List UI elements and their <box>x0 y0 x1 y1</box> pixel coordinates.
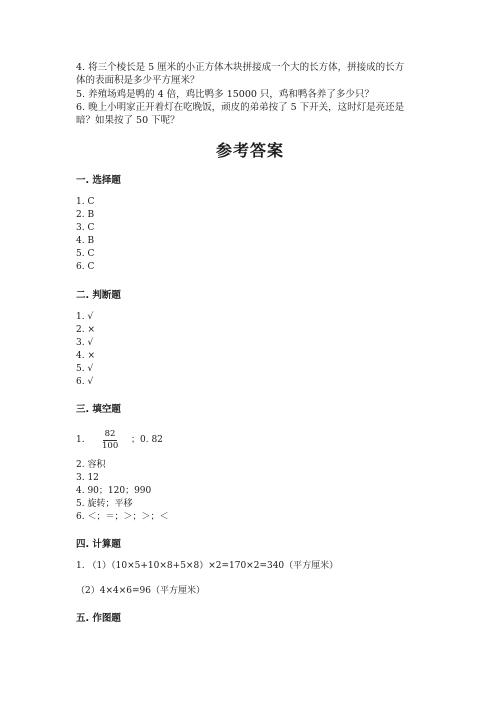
section-fill-heading: 三. 填空题 <box>76 404 121 415</box>
choice-answer-4: 4. B <box>76 236 95 246</box>
section-choice-heading: 一. 选择题 <box>76 175 121 186</box>
choice-answer-1: 1. C <box>76 197 95 207</box>
fill-answer-1-number: 1. <box>76 435 85 445</box>
section-draw-heading: 五. 作图题 <box>76 613 121 624</box>
judge-answer-5: 5. √ <box>76 364 94 374</box>
choice-answer-2: 2. B <box>76 210 95 220</box>
fraction-denominator: 100 <box>102 441 119 451</box>
judge-answer-2: 2. × <box>76 325 95 335</box>
question-5: 5. 养殖场鸡是鸭的 4 倍，鸡比鸭多 15000 只，鸡和鸭各养了多少只？ <box>76 89 374 100</box>
fill-answer-1-fraction <box>102 429 118 452</box>
question-6-line-2: 暗？如果按了 50 下呢？ <box>76 115 180 126</box>
calc-answer-2: （2）4×4×6=96（平方厘米） <box>76 586 205 596</box>
question-6-line-1: 6. 晚上小明家正开着灯在吃晚饭，顽皮的弟弟按了 5 下开关，这时灯是亮还是 <box>76 102 405 113</box>
section-judge-heading: 二. 判断题 <box>76 290 121 301</box>
answer-title: 参考答案 <box>215 141 284 160</box>
judge-answer-3: 3. √ <box>76 338 94 348</box>
fill-answer-4: 4. 90；120；990 <box>76 486 152 496</box>
fraction-numerator: 82 <box>104 429 116 439</box>
judge-answer-1: 1. √ <box>76 312 94 322</box>
question-4-line-1: 4. 将三个棱长是 5 厘米的小正方体木块拼接成一个大的长方体，拼接成的长方 <box>76 62 405 73</box>
fill-answer-2: 2. 容积 <box>76 460 106 470</box>
judge-answer-6: 6. √ <box>76 377 94 387</box>
fill-answer-6: 6. ＜；＝；＞；＞；＜ <box>76 512 169 522</box>
choice-answer-6: 6. C <box>76 262 95 272</box>
fill-answer-3: 3. 12 <box>76 473 99 483</box>
question-4-line-2: 体的表面积是多少平方厘米？ <box>76 75 200 86</box>
fill-answer-5: 5. 旋转；平移 <box>76 499 133 509</box>
section-calc-heading: 四. 计算题 <box>76 539 121 550</box>
judge-answer-4: 4. × <box>76 351 95 361</box>
choice-answer-3: 3. C <box>76 223 95 233</box>
choice-answer-5: 5. C <box>76 249 95 259</box>
calc-answer-1: 1. （1）（10×5+10×8+5×8）×2=170×2=340（平方厘米） <box>76 561 339 571</box>
fill-answer-1-decimal: ；0. 82 <box>131 435 163 445</box>
